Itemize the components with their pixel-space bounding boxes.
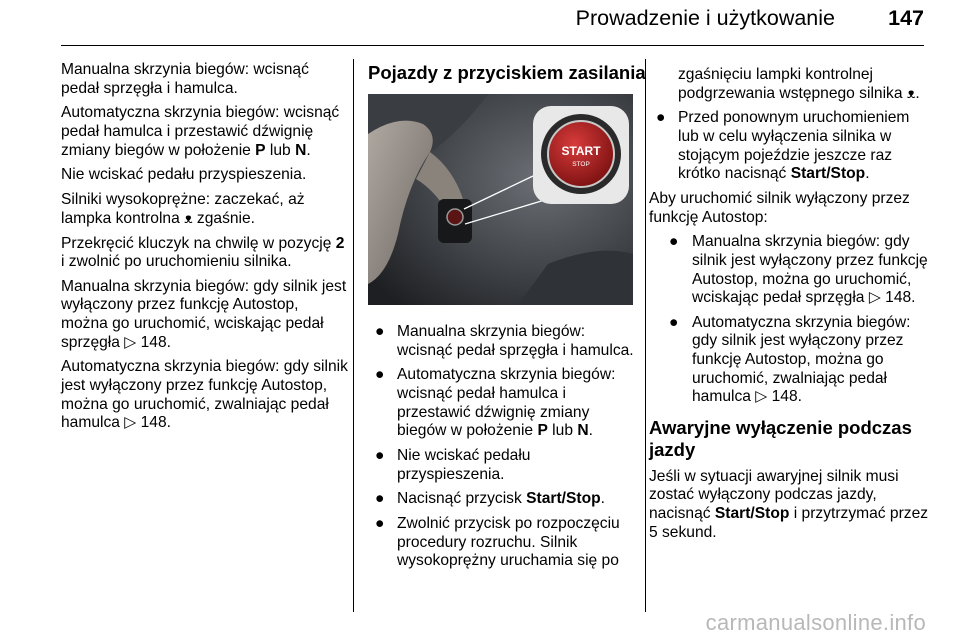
bullet-icon: ●: [375, 515, 385, 533]
bullet-list: [649, 109, 934, 183]
paragraph: Automatyczna skrzynia biegów: wcisnąć pedał hamulca i przestawić dźwignię zmiany biegów w położenie P lub N.: [61, 104, 340, 159]
column-3: [649, 66, 934, 548]
header-rule: [61, 45, 924, 46]
list-item: ● Nie wciskać pedału przyspieszenia.: [375, 446, 531, 483]
column-divider-left: [353, 59, 354, 612]
page-reference-link[interactable]: ▷ 148.: [124, 333, 171, 351]
paragraph: Manualna skrzynia biegów: wcisnąć pedał sprzęgła i hamulca.: [61, 61, 309, 97]
list-item: ● Automatyczna skrzynia biegów: gdy silnik jest wyłączony przez funkcję Autostop, można go uruchomić, zwalniając pedał hamulca ▷ 148.: [669, 313, 911, 406]
list-item: ● Zwolnić przycisk po rozpoczęciu procedury rozruchu. Silnik wysokoprężny uruchamia się po: [375, 515, 620, 570]
paragraph: Przekręcić kluczyk na chwilę w pozycję 2 i zwolnić po uruchomieniu silnika.: [61, 234, 345, 271]
list-item: ● Automatyczna skrzynia biegów: wcisnąć pedał hamulca i przestawić dźwignię zmiany biegów w położenie P lub N.: [375, 366, 616, 440]
column-2: [368, 62, 646, 577]
page-reference-link[interactable]: ▷ 148.: [868, 289, 916, 307]
paragraph: Aby uruchomić silnik wyłączony przez funkcję Autostop:: [649, 189, 910, 226]
bullet-icon: ●: [669, 313, 679, 331]
bullet-icon: ●: [669, 233, 679, 251]
section-heading: Awaryjne wyłączenie podczas jazdy: [649, 416, 912, 460]
watermark: carmanualsonline.info: [705, 610, 926, 635]
page-reference-link[interactable]: ▷ 148.: [124, 414, 171, 432]
column-divider-right: [645, 59, 646, 612]
paragraph: Automatyczna skrzynia biegów: gdy silnik jest wyłączony przez funkcję Autostop, można go uruchomić, zwalniając pedał hamulca ▷ 148.: [61, 358, 348, 432]
button-label-start: START: [561, 144, 601, 158]
section-heading: Pojazdy z przyciskiem zasilania: [368, 62, 646, 83]
list-item: ● Przed ponownym uruchomieniem lub w celu wyłączenia silnika w stojącym pojeździe jeszcze raz krótko nacisnąć Start/Stop.: [656, 109, 910, 183]
header-title: Prowadzenie i użytkowanie: [575, 6, 835, 30]
bullet-icon: ●: [375, 366, 385, 384]
list-item: ● Nacisnąć przycisk Start/Stop.: [375, 490, 605, 508]
dashboard-illustration: [368, 94, 633, 305]
paragraph: zgaśnięciu lampki kontrolnej podgrzewania wstępnego silnika ᴥ.: [678, 66, 920, 102]
paragraph: Nie wciskać pedału przyspieszenia.: [61, 166, 307, 184]
bullet-list: [368, 323, 638, 571]
paragraph: Jeśli w sytuacji awaryjnej silnik musi zostać wyłączony podczas jazdy, nacisnąć Start/Stop i przytrzymać przez 5 sekund.: [649, 467, 929, 541]
page-reference-link[interactable]: ▷ 148.: [755, 388, 802, 406]
page-number: 147: [888, 6, 924, 30]
glow-plug-icon: ᴥ: [184, 210, 193, 227]
paragraph: Silniki wysokoprężne: zaczekać, aż lampka kontrolna ᴥ zgaśnie.: [61, 191, 305, 227]
bullet-icon: ●: [656, 109, 666, 127]
glow-plug-icon: ᴥ: [906, 85, 916, 102]
button-label-stop: STOP: [572, 161, 590, 168]
bullet-icon: ●: [375, 323, 385, 340]
paragraph: Manualna skrzynia biegów: gdy silnik jest wyłączony przez funkcję Autostop, można go uruchomić, wciskając pedał sprzęgła ▷ 148.: [61, 277, 347, 351]
bullet-list: [649, 233, 934, 407]
column-1: [61, 61, 349, 439]
start-stop-button-photo: [368, 94, 633, 305]
list-item: ● Manualna skrzynia biegów: gdy silnik jest wyłączony przez funkcję Autostop, można go uruchomić, wciskając pedał sprzęgła ▷ 148.: [669, 233, 928, 307]
bullet-icon: ●: [375, 446, 385, 464]
bullet-icon: ●: [375, 490, 385, 508]
list-item: ● Manualna skrzynia biegów: wcisnąć pedał sprzęgła i hamulca.: [375, 323, 634, 359]
